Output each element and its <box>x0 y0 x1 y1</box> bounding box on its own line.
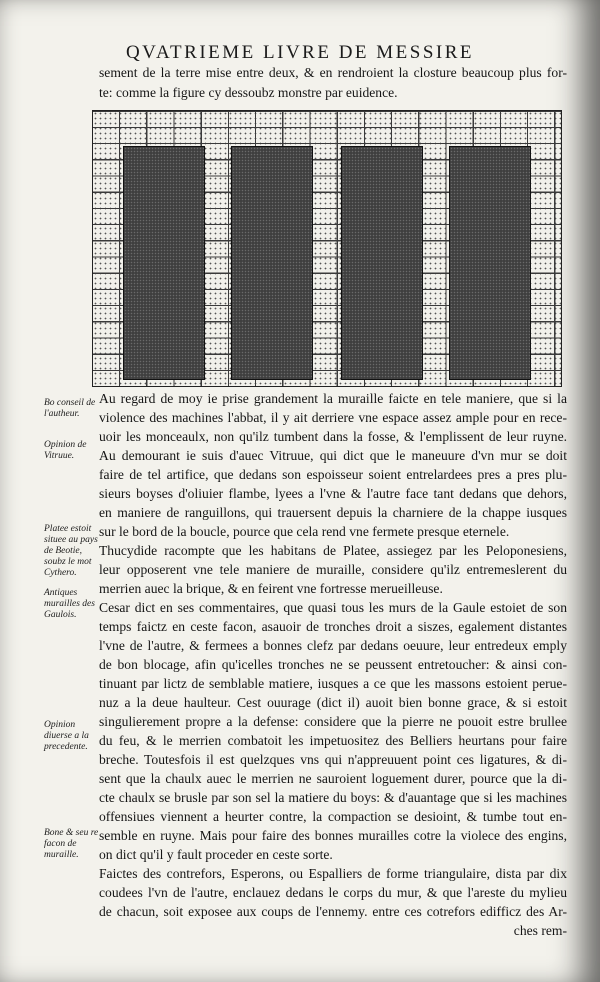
text-line: sent que la chaulx auec le merrien ne sauroient loguement durer, pource que la di- <box>99 771 567 786</box>
margin-note: Bo conseil de l'autheur. <box>44 398 96 419</box>
text-line: offensiues viennent a heurter contre, la compaction se desioint, & tumbe tout en- <box>99 809 567 824</box>
catchword: ches rem- <box>513 923 567 938</box>
text-line: Thucydide racompte que les habitans de Platee, assiegez par les Peloponesiens, <box>99 543 567 558</box>
text-line: sement de la terre mise entre deux, & en rendroient la closture beaucoup plus for- <box>99 65 567 80</box>
margin-note: Platee estoit situee au pays de Beotie, soubz le mot Cythero. <box>44 524 98 578</box>
text-line: Au demourant ie suis d'auec Vitruue, qui dict que le maneuure d'vn mur se doit <box>99 448 567 463</box>
text-line: sieurs boyses d'oliuier flambe, lyees a l'vne & l'autre face tant dedans que dehors, <box>99 486 567 501</box>
text-line: violence des machines l'abbat, il y ait derriere vne espace assez ample pour en rece- <box>99 410 567 425</box>
text-line: te: comme la figure cy dessoubz monstre par euidence. <box>99 85 398 100</box>
margin-note: Antiques murailles des Gaulois. <box>44 588 95 620</box>
text-line: de bon blocage, afin qu'icelles tronches ne se peussent entretoucher: & ainsi con- <box>99 657 567 672</box>
margin-note: Opinion de Vitruue. <box>44 440 87 461</box>
text-line: cte chaulx se brusle par son sel la matiere du boys: & d'auantage que si les machines <box>99 790 567 805</box>
text-line: Faictes des contrefors, Esperons, ou Espalliers de forme triangulaire, dista par dix <box>99 866 567 881</box>
wall-pier <box>123 146 205 380</box>
text-line: temps faictz en ceste facon, asauoir de tronches droit a siszes, egalement distantes <box>99 619 567 634</box>
text-line: tinuant par lictz de semblable matiere, iusques a ce que les massons estoient perue- <box>99 676 567 691</box>
wall-pier <box>341 146 423 380</box>
text-line: on dict qu'il y fault proceder en ceste sorte. <box>99 847 333 862</box>
running-head: QVATRIEME LIVRE DE MESSIRE <box>125 42 475 63</box>
wall-construction-figure <box>92 110 562 387</box>
text-line: nuz a la deue haulteur. Cest ouurage (dict il) auoit bien bonne grace, & si estoit <box>99 695 567 710</box>
text-line: Cesar dict en ses commentaires, que quasi tous les murs de la Gaule estoiet de son <box>99 600 567 615</box>
text-line: Au regard de moy ie prise grandement la muraille faicte en tele maniere, que si la <box>99 391 567 406</box>
margin-note: Opinion diuerse a la precedente. <box>44 720 89 752</box>
text-line: faire de tel artifice, que dedans son espoisseur soient entrelardees pres a pres plu- <box>99 467 567 482</box>
text-line: uoir les monceaulx, non qu'ilz tumbent dans la fosse, & l'emplissent de leur ruyne. <box>99 429 567 444</box>
text-line: merrien auec la brique, & en feirent vne fortresse merueilleuse. <box>99 581 443 596</box>
text-line: l'vne de l'autre, & fermees a bonnes clefz par dedans oeuure, leur entredeux emply <box>99 638 567 653</box>
text-line: coudees l'vn de l'autre, enclauez dedans le corps du mur, & que l'areste du mylieu <box>99 885 567 900</box>
wall-pier <box>231 146 313 380</box>
text-line: sur le bord de la boucle, pource que cela rend vne fermete presque eternele. <box>99 524 510 539</box>
text-line: breche. Toutesfois il est quelzques vns qui n'appreuuent point ces ligatures, & di- <box>99 752 567 767</box>
text-line: singulierement propre a la defense: considere que la pierre ne pouoit estre brullee <box>99 714 567 729</box>
text-line: de chacun, soit exposee aux coups de l'ennemy. entre ces cotrefors edifficz des Ar- <box>99 904 567 919</box>
text-line: leur opposerent vne tele maniere de muraille, considere qu'ilz entremeslerent du <box>99 562 567 577</box>
text-line: du feu, & le merrien combatoit les impetuositez des Belliers heurtans pour faire <box>99 733 567 748</box>
wall-pier <box>449 146 531 380</box>
margin-note: Bone & seu re facon de muraille. <box>44 828 99 860</box>
text-line: semble en ruyne. Mais pour faire des bonnes murailles cotre la violece des engins, <box>99 828 567 843</box>
text-line: en maniere de ranguillons, qui trauersent depuis la charniere de la chappe iusques <box>99 505 567 520</box>
